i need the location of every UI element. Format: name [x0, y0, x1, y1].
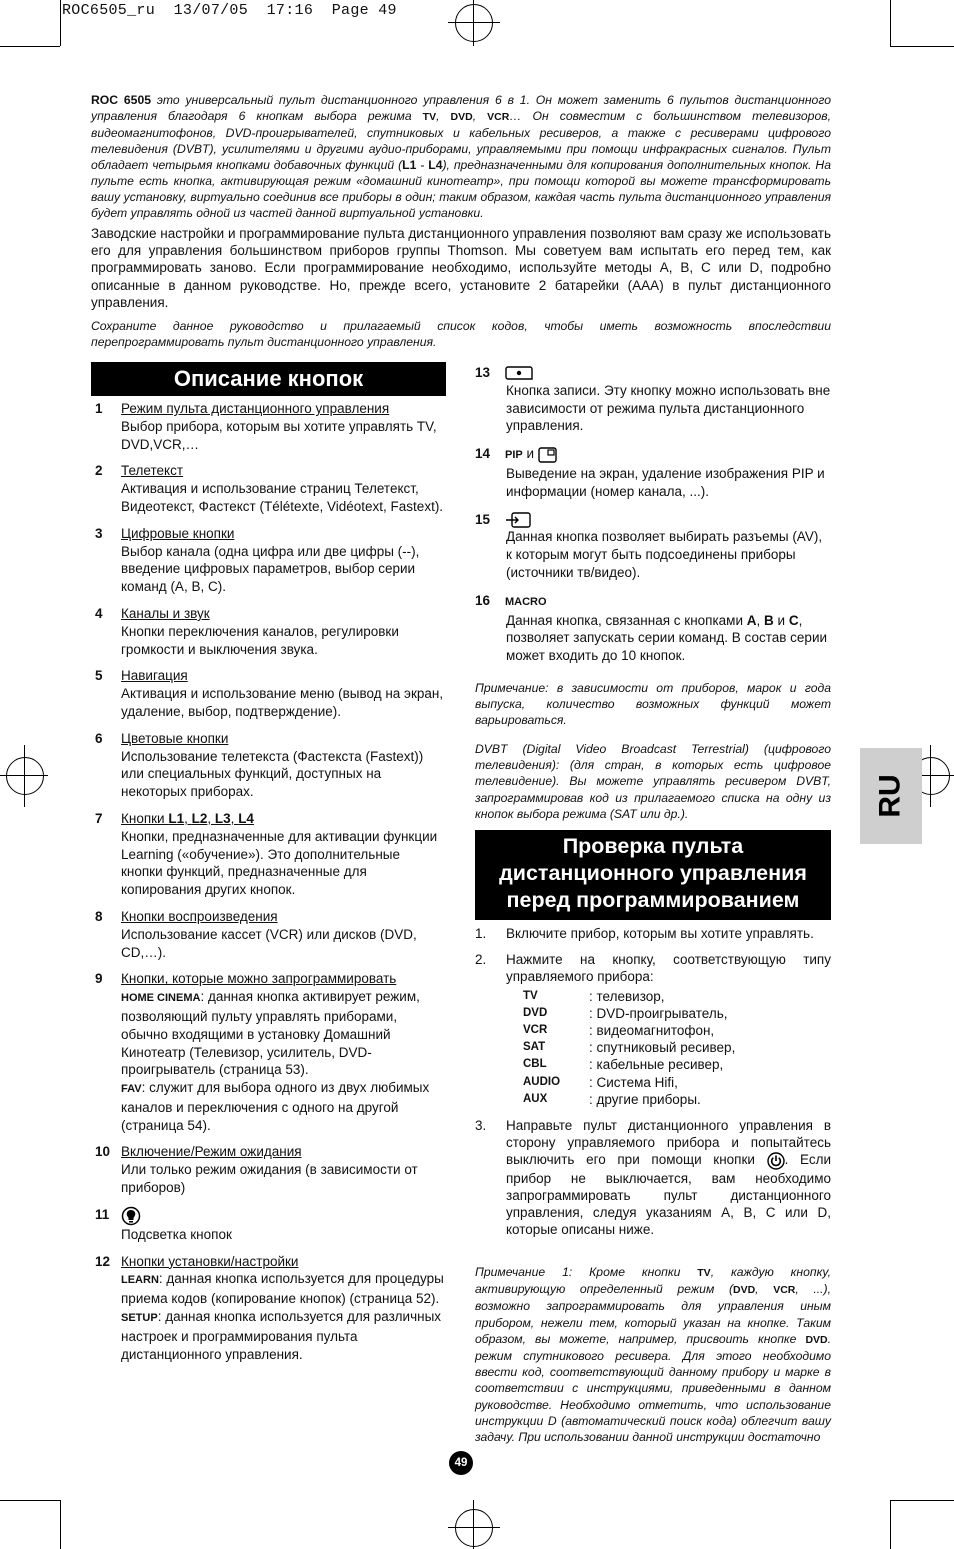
footer-rule-right-vertical — [890, 1500, 891, 1549]
av-input-icon — [505, 512, 531, 528]
section-title-button-description: Описание кнопок — [91, 362, 446, 396]
page-number: 49 — [449, 1451, 473, 1475]
list-item: 6 Цветовые кнопки Использование телетекста (Фастекста (Fastext)) или специальных функций, доступных на некоторых приборах. — [95, 730, 424, 800]
list-item-l-keys: 7 Кнопки L1, L2, L3, L4 Кнопки, предназначенные для активации функции Learning («обучение»). Это дополнительные кнопки функций, предназначенные для копирования других кнопок. — [95, 810, 438, 898]
header-rule-horizontal — [0, 46, 60, 47]
list-item: 1 Режим пульта дистанционного управления Выбор прибора, которым вы хотите управлять TV, DVD,VCR,… — [95, 401, 437, 452]
list-item-programmable: 9 Кнопки, которые можно запрограммировать HOME CINEMA: данная кнопка активирует режим, позволяющий пульту управлять приборами, обычно входящими в установку Домашний Кинотеатр (Телевизор, усилитель, DVD-проигрыватель (страница 53). FAV: служит для выбора одного из двух любимых каналов и переключения с одного на другой (страница 54). — [95, 971, 430, 1133]
intro-paragraph: ROC 6505 это универсальный пульт дистанционного управления 6 в 1. Он может заменить 6 пультов дистанционного управления благодаря 6 кнопкам выбора режима TV, DVD, VCR… Он совместим с большинством телевизоров, видеомагнитофонов, DVD-проигрывателей, спутниковых и кабельных ресиверов, а также с ресиверами цифрового телевидения (DVBT), усилителями и другими аудио-приборами, управляемыми при помощи инфракрасных сигналов. Пульт обладает четырьмя кнопками добавочных функций (L1 - L4), предназначенными для копирования дополнительных кнопок. На пульте есть кнопка, активирующая режим «домашний кинотеатр», при помощи которой вы можете трансформировать вашу установку, виртуально соединив все приборы в один; таким образом, каждая часть пульта дистанционного управления будет управлять одной из частей данной виртуальной установки. — [91, 93, 831, 220]
footer-rule-horizontal — [0, 1500, 60, 1501]
registration-mark-bottom — [448, 1500, 500, 1549]
list-item: 13 Кнопка записи. Эту кнопку можно использовать вне зависимости от режима пульта дистанционного управления. — [475, 365, 831, 434]
list-item: 16 MACRO Данная кнопка, связанная с кнопками A, B и C, позволяет запускать серии команд. В состав серии может входить до 10 кнопок. — [475, 592, 828, 664]
header-rule-vertical — [60, 0, 61, 46]
backlight-icon — [121, 1206, 141, 1226]
note-1-mode-keys: Примечание 1: Кроме кнопки TV, каждую кнопку, активирующую определенный режим (DVD, VCR, ...), возможно запрограммировать для управления иным прибором, нежели тем, который указан на кнопке. Таким образом, вы можете, например, присвоить кнопке DVD. режим спутникового ресивера. Для этого необходимо ввести код, соответствующий данному прибору и марке в соответствии с инструкциями, приведенными в данном руководстве. Необходимо отметить, что использование инструкции D (автоматический поиск кода) облегчит вашу задачу. При использовании данной инструкции достаточно — [475, 1265, 831, 1445]
section-title-check-remote: Проверка пульта дистанционного управления перед программированием — [475, 830, 831, 920]
product-name: ROC 6505 — [91, 93, 152, 107]
device-row: DVD : DVD-проигрыватель, — [523, 1005, 728, 1021]
pip-icon — [538, 447, 558, 463]
list-item: 11 Подсветка кнопок — [95, 1206, 232, 1242]
power-icon — [767, 1152, 785, 1170]
keep-manual-paragraph: Сохраните данное руководство и прилагаемый список кодов, чтобы иметь возможность впоследствии перепрограммировать пульт дистанционного управления. — [91, 319, 831, 349]
registration-mark-left — [0, 745, 48, 807]
step-item: 1. Включите прибор, которым вы хотите управлять. — [475, 926, 814, 941]
button-description-list — [95, 400, 445, 1372]
list-item: 2 Телетекст Активация и использование страниц Телетекст, Видеотекст, Фастекст (Télétexte, Vidéotext, Fastext). — [95, 463, 444, 514]
footer-rule-vertical — [60, 1500, 61, 1549]
list-item: 3 Цифровые кнопки Выбор канала (одна цифра или две цифры (--), введение цифровых параметров, выбор серии команд (A, B, C). — [95, 525, 420, 595]
device-row: SAT : спутниковый ресивер, — [523, 1040, 736, 1056]
device-row: AUX : другие приборы. — [523, 1091, 701, 1107]
step-item: 2. Нажмите на кнопку, соответствующую типу управляемого прибора: TV : телевизор, DVD : DVD-проигрыватель, VCR : видеомагнитофон, SAT : спутниковый ресивер, CBL : кабельные ресивер, AUDIO : Система Hifi, AUX : другие приборы. — [475, 952, 831, 1107]
device-row: AUDIO : Система Hifi, — [523, 1074, 678, 1090]
device-row: TV : телевизор, — [523, 988, 665, 1004]
note-dvbt: DVBT (Digital Video Broadcast Terrestrial) (цифрового телевидения): (для стран, в которых есть цифровое телевидение). Вы можете управлять ресивером DVBT, запрограммировав код из прилагаемого списка на одну из кнопок выбора режима (SAT или др.). — [475, 742, 831, 821]
list-item: 4 Каналы и звук Кнопки переключения каналов, регулировки громкости и выключения звука. — [95, 605, 399, 657]
list-item: 10 Включение/Режим ожидания Или только режим ожидания (в зависимости от приборов) — [95, 1144, 418, 1196]
step-item: 3. Направьте пульт дистанционного управления в сторону управляемого прибора и попытайтесь выключить его при помощи кнопки . Если прибор не выключается, вам необходимо запрограммировать пульт дистанционного управления, следуя указаниям A, B, C или D, которые описаны ниже. — [475, 1118, 831, 1238]
list-item: 14 PIP и Выведение на экран, удаление изображения PIP и информации (номер канала, ...). — [475, 446, 825, 499]
list-item: 8 Кнопки воспроизведения Использование кассет (VCR) или дисков (DVD, CD,…). — [95, 908, 417, 960]
registration-mark-top — [448, 0, 500, 46]
device-row: VCR : видеомагнитофон, — [523, 1023, 715, 1039]
record-icon — [505, 365, 533, 381]
list-item-setup: 12 Кнопки установки/настройки LEARN: данная кнопка используется для процедуры приема кодов (копирование кнопок) (страница 52). SETUP: данная кнопка используется для различных настроек и программирования пульта дистанционного управления. — [95, 1253, 444, 1362]
list-item: 5 Навигация Активация и использование меню (вывод на экран, удаление, выбор, подтверждение). — [95, 668, 444, 719]
header-rule-right-vertical — [890, 0, 891, 46]
footer-rule-right-horizontal — [890, 1500, 954, 1501]
check-steps-list — [475, 925, 831, 1248]
factory-settings-paragraph: Заводские настройки и программирование пульта дистанционного управления позволяют вам сразу же использовать его для управления большинством приборов группы Thomson. Мы советуем вам испытать его перед тем, как программировать заново. Если программирование необходимо, используйте методы A, B, C или D, подробно описанные в данном руководстве. Но, прежде всего, установите 2 батарейки (AAA) в пульт дистанционного управления. — [91, 226, 831, 310]
note-functions: Примечание: в зависимости от приборов, марок и года выпуска, количество возможных функций может варьироваться. — [475, 681, 831, 728]
device-mode-table — [523, 988, 831, 1108]
button-description-list-continued — [475, 364, 831, 675]
header-rule-right-horizontal — [890, 46, 954, 47]
device-row: CBL : кабельные ресивер, — [523, 1057, 724, 1073]
list-item: 15 Данная кнопка позволяет выбирать разъемы (AV), к которым могут быть подсоединены приборы (источники тв/видео). — [475, 511, 823, 580]
print-header: ROC6505_ru 13/07/05 17:16 Page 49 — [62, 2, 397, 19]
language-tab: RU — [860, 748, 922, 844]
